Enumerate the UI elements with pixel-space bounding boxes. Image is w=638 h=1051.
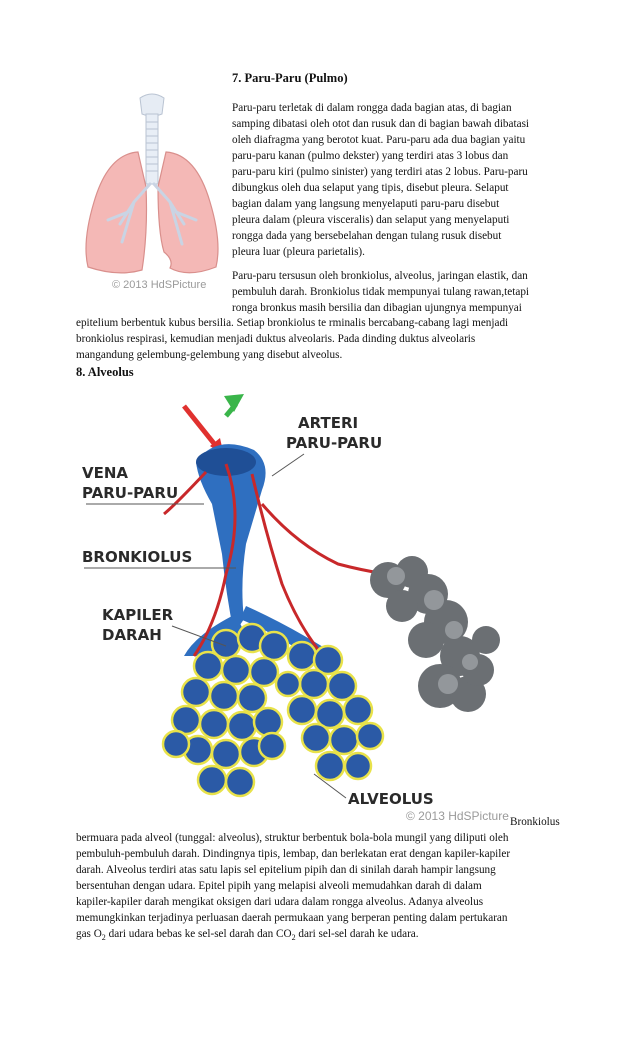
svg-text:© 2013 HdSPicture: © 2013 HdSPicture bbox=[112, 279, 207, 291]
paragraph-paru-paru-2-start: Paru-paru tersusun oleh bronkiolus, alveolus, jaringan elastik, dan pembuluh darah. Bronkiolus tidak mempunyai tulang rawan,tetapi ronga bronkus masih bersilia dan dibagian ujungnya mempunyai bbox=[232, 270, 530, 314]
paragraph-paru-paru-1: Paru-paru terletak di dalam rongga dada bagian atas, di bagian samping dibatasi oleh otot dan rusuk dan di bagian bawah dibatasi oleh diafragma yang berotot kuat. Paru-paru ada dua bagian yaitu paru-paru kanan (pulmo dekster) yang terdiri atas 3 lobus dan paru-paru kiri (pulmo sinister) yang terdiri atas 2 lobus. Paru-paru dibungkus oleh dua selaput yang tipis, disebut pleura. Selaput bagian dalam yang langsung menyelaputi paru-paru disebut pleura dalam (pleura visceralis) dan selaput yang menyelaputi rongga dada yang bersebelahan dengan tulang rusuk disebut pleura luar (pleura parietalis). bbox=[232, 102, 530, 258]
svg-text:DARAH: DARAH bbox=[102, 626, 162, 644]
lungs-illustration bbox=[78, 92, 226, 304]
last-line: gas $O_2$ dari udara bebas ke sel-sel darah dan $CO_2$ dari sel-sel darah ke udara. bbox=[76, 928, 419, 943]
paragraph-alveolus-start: Bronkiolus bbox=[510, 816, 560, 828]
svg-text:KAPILER: KAPILER bbox=[102, 606, 174, 624]
paragraph-paru-paru-2-cont: epitelium berbentuk kubus bersilia. Setiap bronkiolus te rminalis bercabang-cabang lagi menjadi bronkiolus respirasi, kemudian menjadi duktus alveolaris. Pada dinding duktus alveolaris mangandung gelembung-gelembung yang disebut alveolus. bbox=[76, 317, 509, 361]
section-heading-alveolus: 8. Alveolus bbox=[76, 365, 134, 379]
svg-text:VENA: VENA bbox=[82, 464, 129, 482]
paragraph-alveolus: bermuara pada alveol (tunggal: alveolus), struktur berbentuk bola-bola mungil yang diliputi oleh pembuluh-pembuluh darah. Dindingnya tipis, lembap, dan berlekatan erat dengan kapiler-kapiler darah. Alveolus terdiri atas satu lapis sel epitelium pipih dan di sinilah darah hampir langsung bersentuhan dengan udara. Epitel pipih yang melapisi alveoli memudahkan darah di dalam kapiler-kapiler darah mengikat oksigen dari udara dalam rongga alveolus. Adanya alveolus memungkinkan terjadinya perluasan daerah permukaan yang berperan penting dalam pertukaran gas $O_2$ dari udara bebas ke sel-sel darah dan $CO_2$ dari sel-sel darah ke udara. bbox=[76, 830, 576, 946]
svg-text:PARU-PARU: PARU-PARU bbox=[286, 434, 383, 452]
svg-text:BRONKIOLUS: BRONKIOLUS bbox=[82, 548, 193, 566]
svg-text:ARTERI: ARTERI bbox=[298, 414, 359, 432]
section-heading-paru-paru: 7. Paru-Paru (Pulmo) bbox=[232, 71, 348, 85]
svg-text:PARU-PARU: PARU-PARU bbox=[82, 484, 179, 502]
alveolus-illustration bbox=[76, 394, 526, 826]
watermark: © 2013 HdSPicture bbox=[406, 809, 509, 823]
svg-text:ALVEOLUS: ALVEOLUS bbox=[348, 790, 434, 808]
